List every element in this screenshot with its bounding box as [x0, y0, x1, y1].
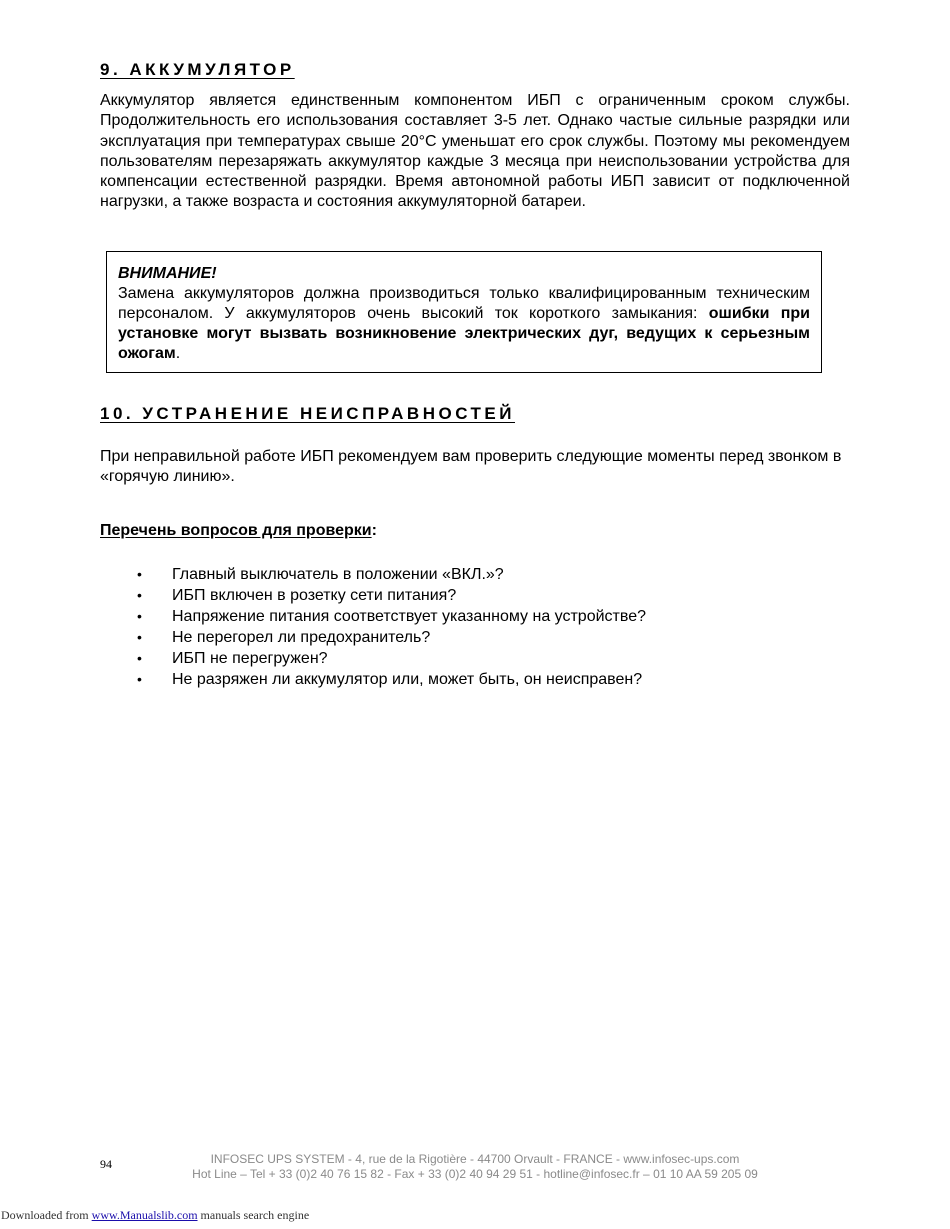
list-item-text: Напряжение питания соответствует указанному на устройстве?: [172, 608, 646, 625]
checklist: [100, 564, 646, 690]
section-9-paragraph: Аккумулятор является единственным компонентом ИБП с ограниченным сроком службы. Продолжительность его использования составляет 3-5 лет. Однако частые сильные разрядки или эксплуатация при температурах свыше 20°C уменьшат его срок службы. Поэтому мы рекомендуем пользователям перезаряжать аккумулятор каждые 3 месяца при неиспользовании устройства для компенсации естественной разрядки. Время автономной работы ИБП зависит от подключенной нагрузки, а также возраста и состояния аккумуляторной батареи.: [100, 92, 850, 211]
bullet-icon: •: [137, 587, 142, 603]
bullet-icon: •: [137, 650, 142, 666]
warning-end: .: [175, 345, 181, 362]
checklist-title: [100, 522, 377, 540]
manualslib-link[interactable]: www.Manualslib.com: [91, 1208, 198, 1222]
bullet-icon: •: [137, 566, 142, 582]
warning-body: [118, 284, 810, 364]
checklist-title-text: Перечень вопросов для проверки: [100, 522, 372, 539]
list-item-text: ИБП включен в розетку сети питания?: [172, 587, 457, 604]
warning-title: ВНИМАНИЕ!: [118, 265, 217, 282]
warning-text: Замена аккумуляторов должна производиться только квалифицированным техническим персоналом. У аккумуляторов очень высокий ток короткого замыкания:: [118, 285, 810, 322]
page-number: 94: [100, 1157, 112, 1171]
list-item: [100, 564, 646, 585]
list-item-text: Не разряжен ли аккумулятор или, может быть, он неисправен?: [172, 671, 643, 688]
footer: [150, 1152, 800, 1182]
bullet-icon: •: [137, 608, 142, 624]
list-item: [100, 648, 646, 669]
list-item-text: Не перегорел ли предохранитель?: [172, 629, 431, 646]
list-item-text: ИБП не перегружен?: [172, 650, 328, 667]
downloaded-from-banner: [1, 1208, 309, 1223]
section-9-heading: 9. АККУМУЛЯТОР: [100, 60, 295, 79]
warning-notice-box: [106, 251, 822, 373]
list-item: [100, 606, 646, 627]
bullet-icon: •: [137, 629, 142, 645]
list-item-text: Главный выключатель в положении «ВКЛ.»?: [172, 566, 504, 583]
downloaded-suffix: manuals search engine: [197, 1208, 310, 1222]
downloaded-prefix: Downloaded from: [1, 1208, 92, 1222]
list-item: [100, 669, 646, 690]
footer-address: INFOSEC UPS SYSTEM - 4, rue de la Rigotière - 44700 Orvault - FRANCE - www.infosec-ups.com: [210, 1152, 740, 1166]
section-10-heading: 10. УСТРАНЕНИЕ НЕИСПРАВНОСТЕЙ: [100, 404, 515, 423]
list-item: [100, 585, 646, 606]
checklist-title-colon: :: [371, 522, 377, 539]
footer-hotline: Hot Line – Tel + 33 (0)2 40 76 15 82 - Fax + 33 (0)2 40 94 29 51 - hotline@infosec.fr – 01 10 AA 59 205 09: [192, 1167, 758, 1181]
warning-bold-text: ошибки при установке могут вызвать возникновение электрических дуг, ведущих к серьезным ожогам: [118, 305, 811, 362]
list-item: [100, 627, 646, 648]
bullet-icon: •: [137, 671, 142, 687]
section-10-paragraph: При неправильной работе ИБП рекомендуем вам проверить следующие моменты перед звонком в «горячую линию».: [100, 448, 842, 486]
